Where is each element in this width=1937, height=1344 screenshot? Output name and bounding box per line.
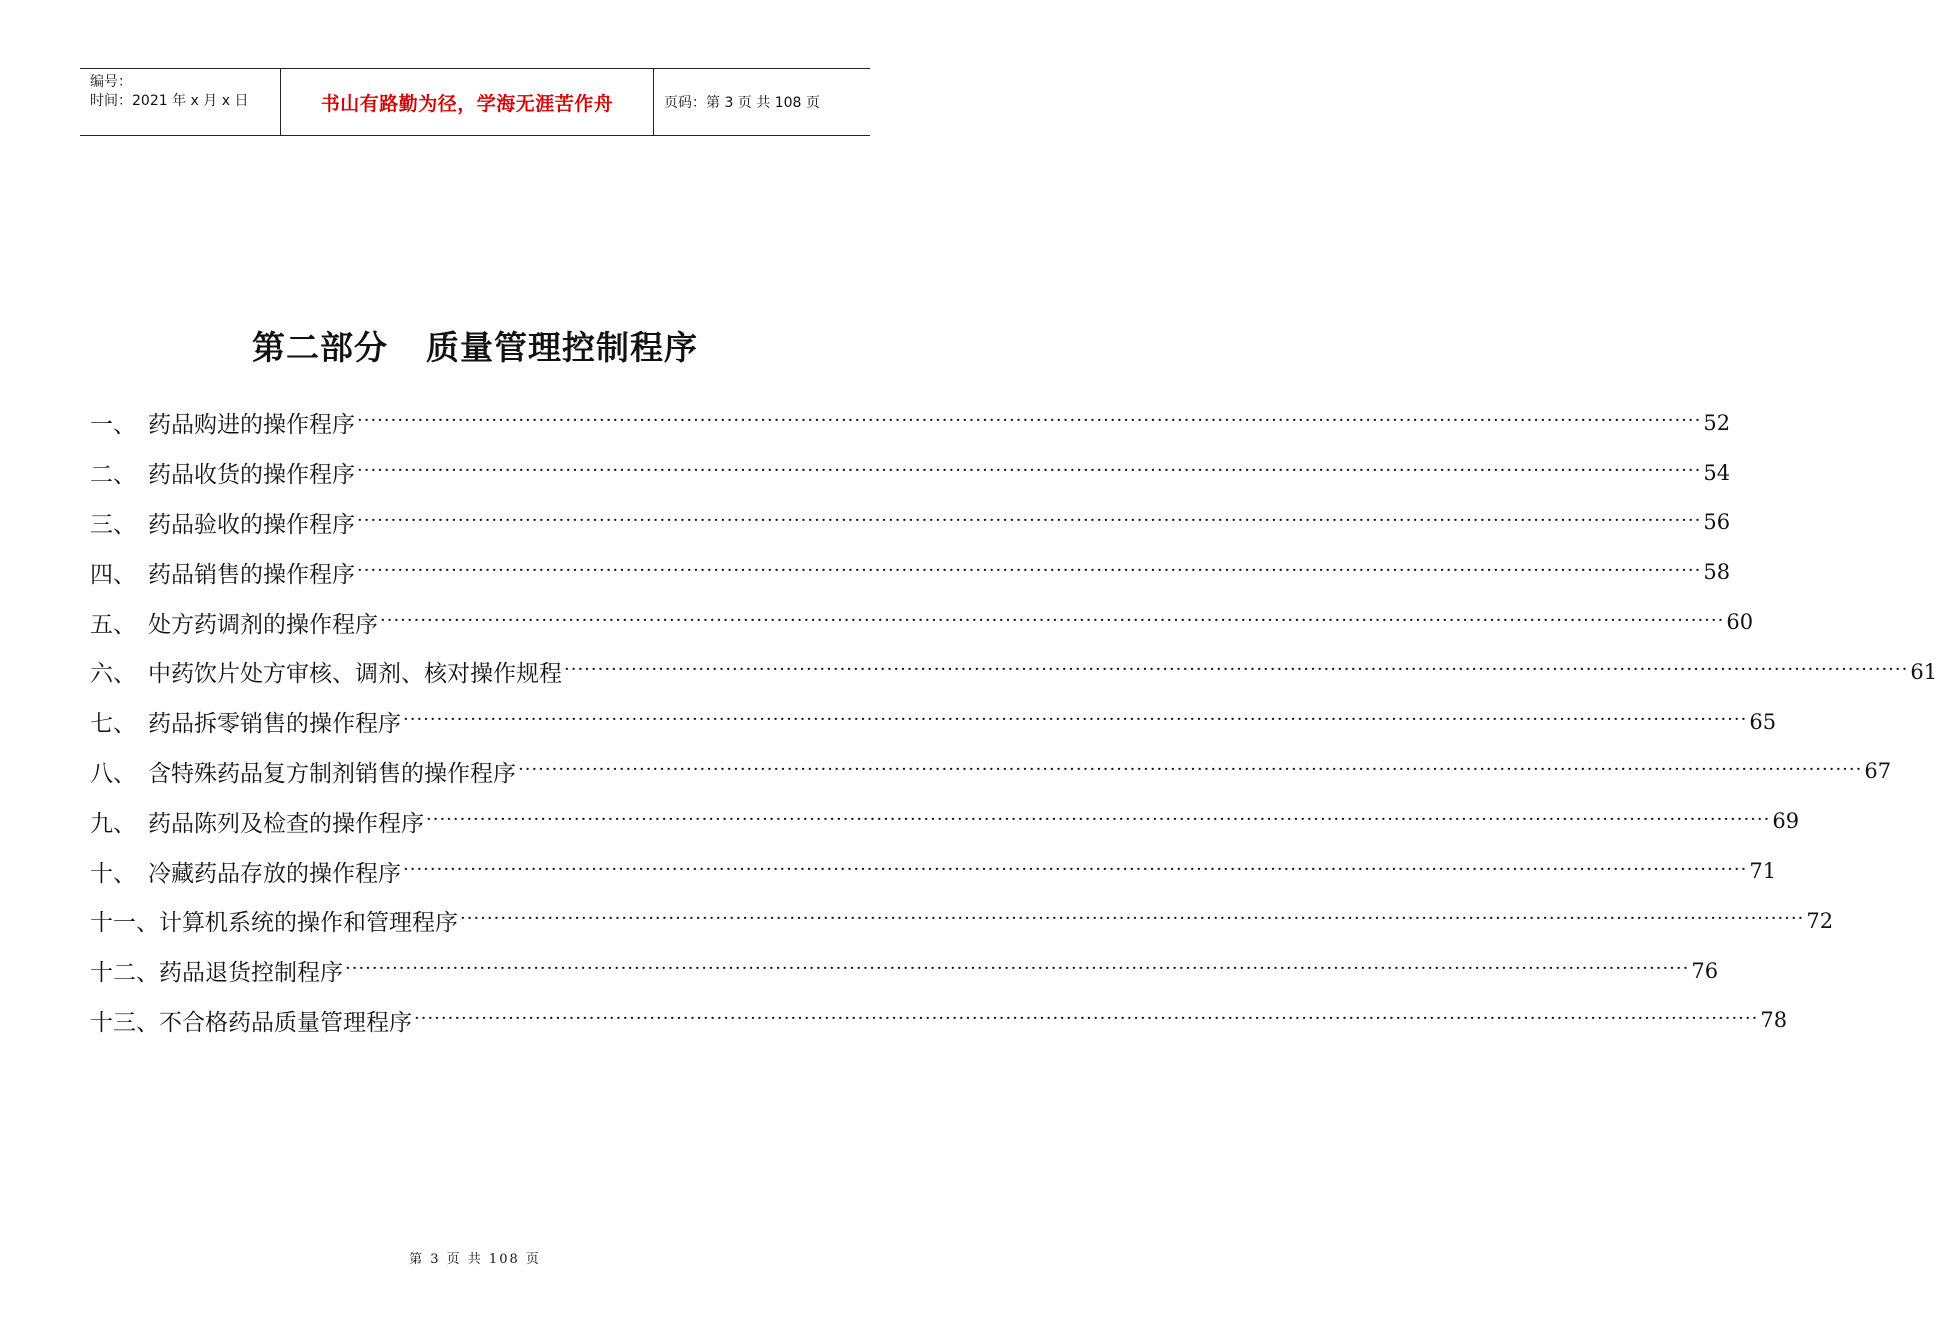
toc-leader-dots: ········································································································································································································	[357, 559, 1702, 581]
toc-entry[interactable]	[90, 796, 1800, 846]
toc-entry[interactable]	[90, 547, 1731, 597]
toc-entry-title: 药品陈列及检查的操作程序	[148, 810, 424, 837]
toc-entry-page: 56	[1703, 510, 1731, 535]
toc-entry-title: 含特殊药品复方制剂销售的操作程序	[148, 760, 516, 787]
toc-entry-page: 58	[1703, 560, 1731, 585]
toc-entry-title: 药品退货控制程序	[159, 960, 343, 987]
section-heading: 质量管理控制程序	[426, 328, 698, 367]
toc-entry-title: 计算机系统的操作和管理程序	[159, 910, 458, 937]
toc-leader-dots: ········································································································································································································	[564, 659, 1909, 681]
toc-entry-title: 不合格药品质量管理程序	[159, 1009, 412, 1036]
toc-entry-number: 十三、	[90, 1009, 159, 1036]
toc-entry-page: 54	[1703, 460, 1731, 485]
toc-entry-page: 69	[1772, 809, 1800, 834]
table-of-contents	[90, 398, 1937, 1045]
toc-entry[interactable]	[90, 846, 1777, 896]
toc-entry-page: 52	[1703, 410, 1731, 435]
toc-entry[interactable]	[90, 597, 1754, 647]
toc-entry-title: 药品销售的操作程序	[148, 561, 355, 588]
toc-entry-page: 60	[1726, 610, 1754, 635]
toc-entry-title: 药品验收的操作程序	[148, 511, 355, 538]
toc-entry-number: 八、	[90, 760, 136, 787]
toc-leader-dots: ········································································································································································································	[345, 958, 1690, 980]
toc-entry-page: 71	[1749, 859, 1777, 884]
toc-entry[interactable]	[90, 498, 1731, 548]
toc-leader-dots: ········································································································································································································	[403, 858, 1748, 880]
toc-leader-dots: ········································································································································································································	[414, 1007, 1759, 1029]
toc-entry-page: 78	[1760, 1008, 1788, 1033]
header-meta	[80, 69, 281, 135]
toc-entry-number: 七、	[90, 711, 136, 738]
toc-entry[interactable]	[90, 896, 1834, 946]
toc-entry[interactable]	[90, 398, 1731, 448]
page-footer: 第 3 页 共 108 页	[409, 1252, 541, 1267]
toc-entry[interactable]	[90, 747, 1892, 797]
toc-entry-title: 中药饮片处方审核、调剂、核对操作规程	[148, 661, 562, 688]
header-page-number: 页码：第 3 页 共 108 页	[664, 95, 820, 111]
toc-entry-title: 药品购进的操作程序	[148, 412, 355, 439]
toc-leader-dots: ········································································································································································································	[357, 410, 1702, 432]
toc-entry-page: 65	[1749, 709, 1777, 734]
document-date: 时间：2021 年 x 月 x 日	[90, 93, 249, 109]
toc-entry-title: 冷藏药品存放的操作程序	[148, 860, 401, 887]
toc-entry-number: 六、	[90, 661, 136, 688]
toc-leader-dots: ········································································································································································································	[357, 460, 1702, 482]
toc-leader-dots: ········································································································································································································	[460, 908, 1805, 930]
toc-entry-number: 二、	[90, 462, 136, 489]
toc-leader-dots: ········································································································································································································	[357, 509, 1702, 531]
toc-entry[interactable]	[90, 996, 1788, 1046]
toc-entry[interactable]	[90, 946, 1719, 996]
document-number: 编号：	[90, 74, 132, 90]
toc-entry[interactable]	[90, 647, 1937, 697]
section-part: 第二部分	[252, 328, 388, 367]
toc-entry-number: 五、	[90, 611, 136, 638]
toc-entry-title: 处方药调剂的操作程序	[148, 611, 378, 638]
page-header	[80, 68, 870, 136]
toc-entry-number: 三、	[90, 511, 136, 538]
toc-leader-dots: ········································································································································································································	[518, 758, 1863, 780]
toc-entry-number: 十一、	[90, 910, 159, 937]
toc-entry-number: 十、	[90, 860, 136, 887]
toc-entry-page: 61	[1910, 659, 1937, 684]
toc-leader-dots: ········································································································································································································	[380, 609, 1725, 631]
toc-entry-number: 一、	[90, 412, 136, 439]
toc-entry-title: 药品拆零销售的操作程序	[148, 711, 401, 738]
toc-entry-page: 72	[1806, 908, 1834, 933]
toc-entry-page: 67	[1864, 759, 1892, 784]
motto: 书山有路勤为径，学海无涯苦作舟	[320, 92, 614, 115]
toc-entry-page: 76	[1691, 958, 1719, 983]
header-page-cell	[654, 69, 870, 135]
toc-leader-dots: ········································································································································································································	[403, 709, 1748, 731]
section-title	[0, 322, 950, 369]
header-motto-cell	[281, 69, 654, 135]
toc-entry-number: 九、	[90, 810, 136, 837]
toc-entry[interactable]	[90, 697, 1777, 747]
toc-entry[interactable]	[90, 448, 1731, 498]
toc-entry-number: 四、	[90, 561, 136, 588]
toc-entry-title: 药品收货的操作程序	[148, 462, 355, 489]
toc-entry-number: 十二、	[90, 960, 159, 987]
toc-leader-dots: ········································································································································································································	[426, 808, 1771, 830]
